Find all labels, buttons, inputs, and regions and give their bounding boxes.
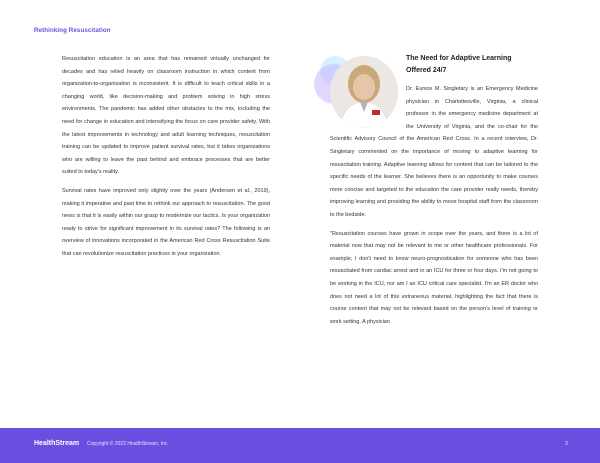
paragraph: Resuscitation education is an area that has remained virtually unchanged for decades and has relied heavily on classroom instruction in which content from organization-to-organization is inconsistent. It is difficult to teach critical skills in a changing world, like decision-making and problem solving in high stress environments. The pandemic has added other obstacles to the mix, including the need for change in education and intensifying the focus on care provider safety. With the latest improvements in technology and adult learning techniques, resuscitation training can be updated to improve patient survival rates, but it takes organizations who are willing to leave the past behind and embrace processes that are better suited to today's reality. [62, 56, 270, 176]
brand-logo: HealthStream [34, 440, 80, 447]
left-column [62, 53, 270, 267]
portrait-illustration [330, 56, 398, 128]
author-photo-wrapper [330, 56, 398, 128]
author-photo [330, 56, 398, 128]
right-column [330, 53, 538, 334]
page-number: 2 [564, 441, 568, 447]
footer-bar [0, 428, 600, 463]
paragraph: "Resuscitation courses have grown in scope over the years, and there is a lot of material now that may not be relevant to me or other healthcare professionals. For example, I don't need to know neuro-prognostication for someone who has been resuscitated from cardiac arrest and in an ICU for three or four days. I'm not going to be working in the ICU, nor am I an ICU critical care specialist. I'm an ER doctor who does not need a lot of this extraneous material, highlighting the fact that there is course content that may not be relevant based on the person's level of training or work setting. A physician [330, 230, 538, 325]
copyright-text: Copyright © 2022 HealthStream, Inc. [87, 441, 169, 447]
paragraph: Survival rates have improved only slightly over the years (Andersen et al., 2019), making it imperative and past time to rethink our approach to resuscitation. The good news is that it is easily within our grasp to modernize our tactics. Is your organization ready to strive for significant improvement in its survival rates? The following is an overview of innovations incorporated in the American Red Cross Resuscitation Suite that can revolutionize resuscitation practices in your organization. [62, 187, 270, 257]
paragraph: Dr. Eunice M. Singletary is an Emergency Medicine physician in Charlottesville, Virginia, a clinical professor in the emergency medicine department at the University of Virginia, and the co-chair for the Scientific Advisory Council of the American Red Cross. In a recent interview, Dr. Singletary commented on the importance of moving to adaptive learning for resuscitation training. Adaptive learning allows for content that can be tailored to the specific needs of the learner. She believes there is an opportunity to make courses more concise and targeted to the education the care provider really needs, thereby improving learning and providing the ability to move hospital staff from the classroom to the bedside. [330, 86, 538, 218]
running-header: Rethinking Resuscitation [34, 27, 111, 34]
section-title: The Need for Adaptive Learning Offered 24/7 [406, 55, 512, 74]
